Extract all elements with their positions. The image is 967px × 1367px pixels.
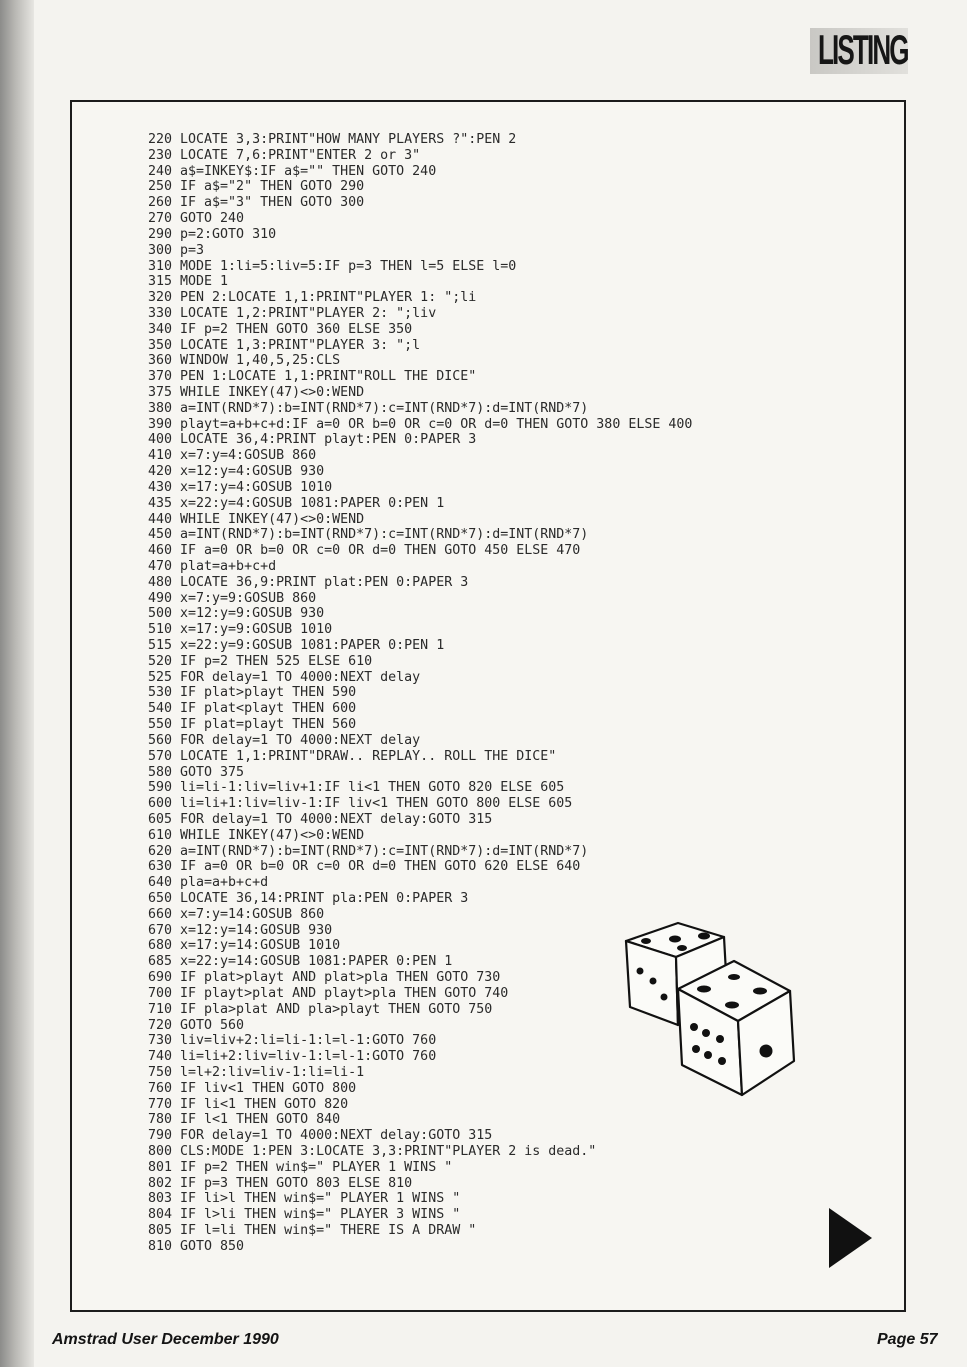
code-line: 435 x=22:y=4:GOSUB 1081:PAPER 0:PEN 1 <box>148 495 445 511</box>
code-line: 300 p=3 <box>148 242 205 258</box>
code-line: 801 IF p=2 THEN win$=" PLAYER 1 WINS " <box>148 1159 453 1175</box>
code-line: 390 playt=a+b+c+d:IF a=0 OR b=0 OR c=0 OR d=0 THEN GOTO 380 ELSE 400 <box>148 416 693 432</box>
code-line: 780 IF l<1 THEN GOTO 840 <box>148 1112 341 1128</box>
code-line: 450 a=INT(RND*7):b=INT(RND*7):c=INT(RND*7):d=INT(RND*7) <box>148 527 589 543</box>
code-line: 720 GOTO 560 <box>148 1017 245 1033</box>
code-line: 685 x=22:y=14:GOSUB 1081:PAPER 0:PEN 1 <box>148 954 453 970</box>
code-line: 605 FOR delay=1 TO 4000:NEXT delay:GOTO 315 <box>148 811 493 827</box>
code-line: 360 WINDOW 1,40,5,25:CLS <box>148 353 341 369</box>
code-line: 560 FOR delay=1 TO 4000:NEXT delay <box>148 732 421 748</box>
code-line: 340 IF p=2 THEN GOTO 360 ELSE 350 <box>148 321 413 337</box>
code-line: 802 IF p=3 THEN GOTO 803 ELSE 810 <box>148 1175 413 1191</box>
code-line: 600 li=li+1:liv=liv-1:IF liv<1 THEN GOTO 800 ELSE 605 <box>148 796 573 812</box>
code-line: 240 a$=INKEY$:IF a$="" THEN GOTO 240 <box>148 163 437 179</box>
code-line: 490 x=7:y=9:GOSUB 860 <box>148 590 317 606</box>
code-line: 530 IF plat>playt THEN 590 <box>148 685 357 701</box>
code-line: 700 IF playt>plat AND playt>pla THEN GOTO 740 <box>148 985 509 1001</box>
code-line: 230 LOCATE 7,6:PRINT"ENTER 2 or 3" <box>148 147 421 163</box>
dice-icon <box>620 915 805 1100</box>
code-line: 804 IF l>li THEN win$=" PLAYER 3 WINS " <box>148 1207 461 1223</box>
page-spine-shadow <box>0 0 34 1367</box>
code-line: 470 plat=a+b+c+d <box>148 558 277 574</box>
code-line: 270 GOTO 240 <box>148 211 245 227</box>
code-line: 220 LOCATE 3,3:PRINT"HOW MANY PLAYERS ?":PEN 2 <box>148 132 517 147</box>
code-line: 410 x=7:y=4:GOSUB 860 <box>148 448 317 464</box>
code-line: 460 IF a=0 OR b=0 OR c=0 OR d=0 THEN GOTO 450 ELSE 470 <box>148 543 581 559</box>
code-line: 430 x=17:y=4:GOSUB 1010 <box>148 479 333 495</box>
code-line: 740 li=li+2:liv=liv-1:l=l-1:GOTO 760 <box>148 1049 437 1065</box>
code-line: 440 WHILE INKEY(47)<>0:WEND <box>148 511 365 527</box>
code-line: 480 LOCATE 36,9:PRINT plat:PEN 0:PAPER 3 <box>148 574 469 590</box>
code-line: 750 l=l+2:liv=liv-1:li=li-1 <box>148 1064 365 1080</box>
code-line: 420 x=12:y=4:GOSUB 930 <box>148 464 325 480</box>
code-line: 570 LOCATE 1,1:PRINT"DRAW.. REPLAY.. ROLL THE DICE" <box>148 748 557 764</box>
play-triangle-icon <box>829 1208 872 1268</box>
code-line: 315 MODE 1 <box>148 274 229 290</box>
code-line: 310 MODE 1:li=5:liv=5:IF p=3 THEN l=5 ELSE l=0 <box>148 258 517 274</box>
code-line: 350 LOCATE 1,3:PRINT"PLAYER 3: ";l <box>148 337 421 353</box>
code-line: 620 a=INT(RND*7):b=INT(RND*7):c=INT(RND*7):d=INT(RND*7) <box>148 843 589 859</box>
code-line: 260 IF a$="3" THEN GOTO 300 <box>148 195 365 211</box>
code-line: 250 IF a$="2" THEN GOTO 290 <box>148 179 365 195</box>
footer-page-number: Page 57 <box>877 1331 938 1348</box>
code-line: 380 a=INT(RND*7):b=INT(RND*7):c=INT(RND*7):d=INT(RND*7) <box>148 400 589 416</box>
code-line: 290 p=2:GOTO 310 <box>148 226 277 242</box>
code-line: 580 GOTO 375 <box>148 764 245 780</box>
code-line: 630 IF a=0 OR b=0 OR c=0 OR d=0 THEN GOTO 620 ELSE 640 <box>148 859 581 875</box>
code-line: 510 x=17:y=9:GOSUB 1010 <box>148 622 333 638</box>
code-line: 330 LOCATE 1,2:PRINT"PLAYER 2: ";liv <box>148 305 437 321</box>
code-line: 500 x=12:y=9:GOSUB 930 <box>148 606 325 622</box>
code-line: 320 PEN 2:LOCATE 1,1:PRINT"PLAYER 1: ";li <box>148 290 477 306</box>
code-listing <box>148 132 692 1255</box>
code-line: 690 IF plat>playt AND plat>pla THEN GOTO 730 <box>148 970 501 986</box>
code-line: 800 CLS:MODE 1:PEN 3:LOCATE 3,3:PRINT"PLAYER 2 is dead." <box>148 1144 597 1159</box>
code-line: 810 GOTO 850 <box>148 1238 245 1254</box>
footer-publication: Amstrad User December 1990 <box>52 1331 279 1348</box>
code-line: 375 WHILE INKEY(47)<>0:WEND <box>148 385 365 400</box>
code-line: 770 IF li<1 THEN GOTO 820 <box>148 1096 349 1112</box>
code-line: 370 PEN 1:LOCATE 1,1:PRINT"ROLL THE DICE" <box>148 369 477 385</box>
code-line: 520 IF p=2 THEN 525 ELSE 610 <box>148 653 373 669</box>
code-line: 610 WHILE INKEY(47)<>0:WEND <box>148 827 365 843</box>
section-title: LISTING <box>818 26 908 73</box>
code-line: 590 li=li-1:liv=liv+1:IF li<1 THEN GOTO 820 ELSE 605 <box>148 780 565 796</box>
code-line: 710 IF pla>plat AND pla>playt THEN GOTO 750 <box>148 1001 493 1017</box>
code-line: 660 x=7:y=14:GOSUB 860 <box>148 906 325 922</box>
code-line: 515 x=22:y=9:GOSUB 1081:PAPER 0:PEN 1 <box>148 638 445 653</box>
code-line: 730 liv=liv+2:li=li-1:l=l-1:GOTO 760 <box>148 1033 437 1049</box>
code-line: 803 IF li>l THEN win$=" PLAYER 1 WINS " <box>148 1191 461 1207</box>
code-line: 805 IF l=li THEN win$=" THERE IS A DRAW " <box>148 1223 477 1239</box>
code-line: 670 x=12:y=14:GOSUB 930 <box>148 922 333 938</box>
code-line: 550 IF plat=playt THEN 560 <box>148 717 357 733</box>
code-line: 680 x=17:y=14:GOSUB 1010 <box>148 938 341 954</box>
code-line: 540 IF plat<playt THEN 600 <box>148 701 357 717</box>
code-line: 400 LOCATE 36,4:PRINT playt:PEN 0:PAPER 3 <box>148 432 477 448</box>
code-line: 790 FOR delay=1 TO 4000:NEXT delay:GOTO 315 <box>148 1128 493 1144</box>
code-line: 650 LOCATE 36,14:PRINT pla:PEN 0:PAPER 3 <box>148 891 469 906</box>
code-line: 525 FOR delay=1 TO 4000:NEXT delay <box>148 669 421 685</box>
code-line: 640 pla=a+b+c+d <box>148 875 269 891</box>
code-line: 760 IF liv<1 THEN GOTO 800 <box>148 1080 357 1096</box>
